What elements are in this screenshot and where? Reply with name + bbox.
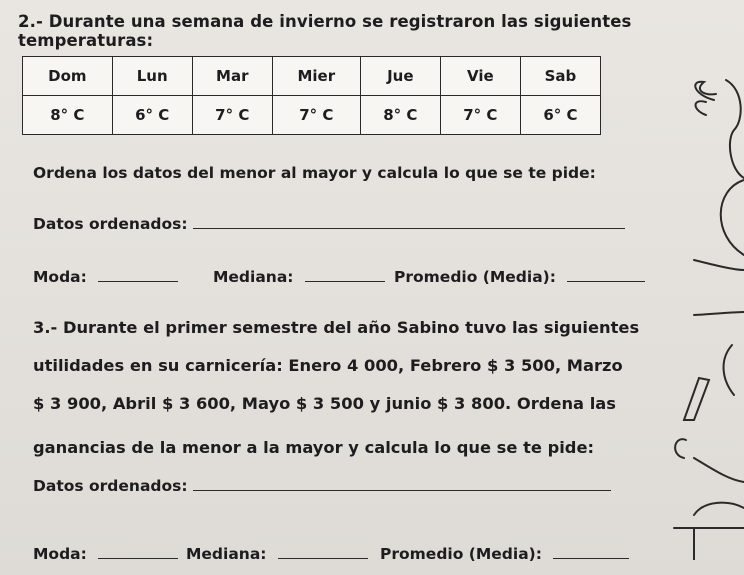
q2-median-label: Mediana: [213,268,294,286]
q2-stats-row [33,268,178,286]
table-row [23,96,601,135]
q3-text-line: 3.- Durante el primer semestre del año Sabino tuvo las siguientes [33,318,640,337]
table-cell: 7° C [272,96,360,135]
q3-mode-answer-field[interactable] [98,558,178,559]
table-header-row [23,57,601,96]
table-cell: 6° C [520,96,600,135]
q3-mean-row [380,545,629,563]
table-cell: 7° C [440,96,520,135]
q2-instruction: Ordena los datos del menor al mayor y calcula lo que se te pide: [33,164,596,182]
table-header-cell: Mier [272,57,360,96]
temperature-table [22,56,601,135]
table-header-cell: Jue [360,57,440,96]
table-header-cell: Dom [23,57,113,96]
q2-sorted-row [33,215,625,233]
table-header-cell: Sab [520,57,600,96]
table-cell: 7° C [192,96,272,135]
table-header-cell: Mar [192,57,272,96]
q3-mode-label: Moda: [33,545,87,563]
q3-sorted-answer-field[interactable] [193,490,611,491]
q2-sorted-label: Datos ordenados: [33,215,188,233]
q3-mean-label: Promedio (Media): [380,545,542,563]
q3-median-label: Mediana: [186,545,267,563]
table-cell: 6° C [112,96,192,135]
table-header-cell: Lun [112,57,192,96]
q3-median-answer-field[interactable] [278,558,368,559]
q2-mode-answer-field[interactable] [98,281,178,282]
q3-text-line: $ 3 900, Abril $ 3 600, Mayo $ 3 500 y junio $ 3 800. Ordena las [33,394,616,413]
q3-sorted-label: Datos ordenados: [33,477,188,495]
table-header-cell: Vie [440,57,520,96]
q3-mean-answer-field[interactable] [553,558,629,559]
q3-median-row [186,545,368,563]
q2-sorted-answer-field[interactable] [193,228,625,229]
cartoon-illustration-icon [634,60,744,560]
q2-median-row [213,268,385,286]
q2-mean-label: Promedio (Media): [394,268,556,286]
q2-median-answer-field[interactable] [305,281,385,282]
q3-stats-row [33,545,178,563]
q2-mean-row [394,268,645,286]
q3-text-line: ganancias de la menor a la mayor y calcula lo que se te pide: [33,438,595,457]
question-2-title: 2.- Durante una semana de invierno se registraron las siguientes temperaturas: [18,12,632,50]
table-cell: 8° C [360,96,440,135]
q3-sorted-row [33,477,611,495]
q2-mode-label: Moda: [33,268,87,286]
table-cell: 8° C [23,96,113,135]
q3-text-line: utilidades en su carnicería: Enero 4 000, Febrero $ 3 500, Marzo [33,356,623,375]
